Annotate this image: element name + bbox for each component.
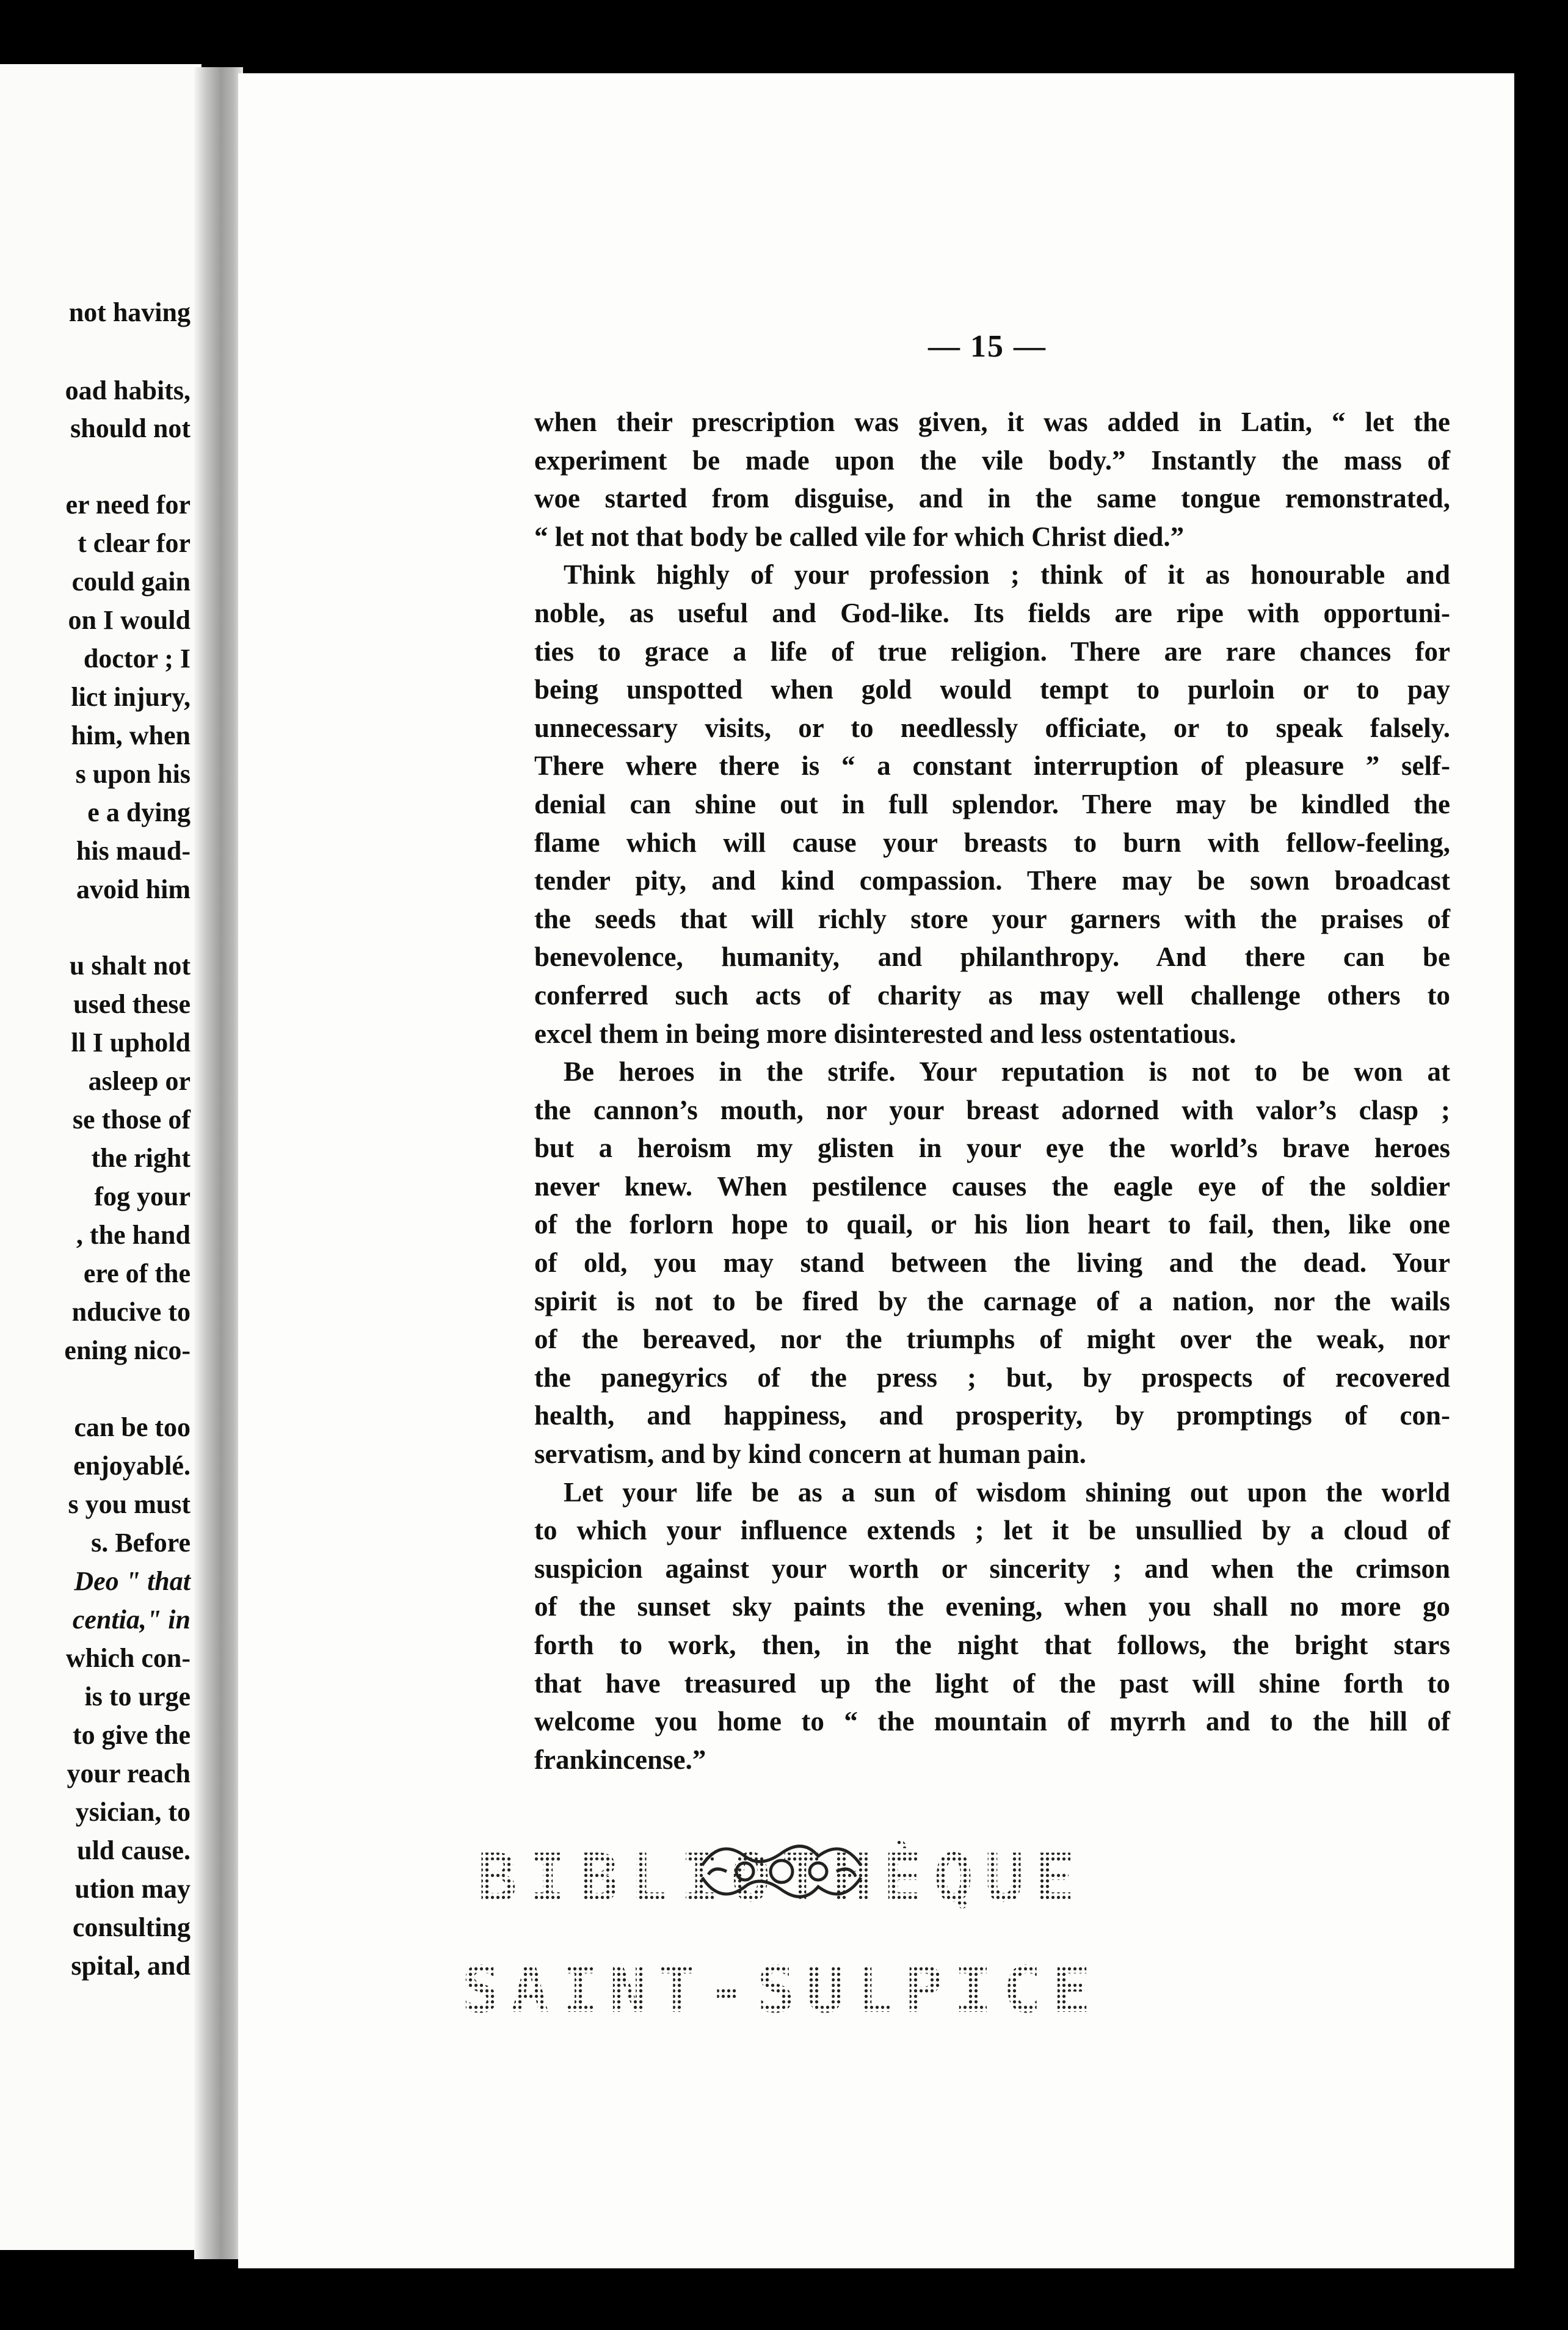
- text-line: Think highly of your profession ; think of it as honourable and: [564, 559, 1450, 590]
- left-page-line: ysician, to: [75, 1797, 191, 1827]
- text-line: to which your influence extends ; let it be unsullied by a cloud of: [534, 1515, 1450, 1546]
- left-page-line: not having: [68, 297, 191, 327]
- library-stamp: [462, 1829, 1102, 2030]
- text-line: of the bereaved, nor the triumphs of might over the weak, nor: [534, 1324, 1450, 1355]
- left-page-line: s you must: [68, 1489, 191, 1519]
- left-page-line: fog your: [94, 1181, 191, 1211]
- left-page-line: avoid him: [76, 874, 191, 904]
- text-line: frankincense.”: [534, 1744, 706, 1775]
- text-line: experiment be made upon the vile body.” Instantly the mass of: [534, 445, 1450, 476]
- text-line: being unspotted when gold would tempt to purloin or to pay: [534, 674, 1450, 705]
- left-page-line: spital, and: [71, 1951, 191, 1981]
- left-page-line: the right: [91, 1143, 191, 1173]
- text-line: health, and happiness, and prosperity, by promptings of con-: [534, 1400, 1450, 1431]
- left-page-line: s upon his: [75, 759, 191, 789]
- left-page-line: your reach: [67, 1758, 191, 1788]
- text-line: the seeds that will richly store your garners with the praises of: [534, 903, 1450, 934]
- stamp-line-1: BIBLIOTHÈQUE: [477, 1840, 1086, 1917]
- left-page-line: ening nico-: [64, 1335, 191, 1365]
- left-page-line: could gain: [71, 567, 191, 597]
- text-line: “ let not that body be called vile for which Christ died.”: [534, 521, 1185, 552]
- text-line: when their prescription was given, it was added in Latin, “ let the: [534, 407, 1450, 437]
- left-page-line: , the hand: [76, 1220, 191, 1250]
- text-line: flame which will cause your breasts to burn with fellow-feeling,: [534, 827, 1450, 858]
- left-page-line: ll I uphold: [71, 1028, 191, 1058]
- left-page-line: can be too: [74, 1412, 191, 1442]
- left-page-line: e a dying: [87, 797, 191, 827]
- text-line: of the sunset sky paints the evening, when you shall no more go: [534, 1591, 1450, 1622]
- text-line: Be heroes in the strife. Your reputation is not to be won at: [564, 1056, 1450, 1087]
- left-page-line: u shalt not: [69, 951, 191, 981]
- text-line: Let your life be as a sun of wisdom shining out upon the world: [564, 1476, 1450, 1508]
- stamp-line-2: SAINT-SULPICE: [462, 1953, 1102, 2027]
- text-line: There where there is “ a constant interruption of pleasure ” self-: [534, 750, 1450, 782]
- left-page-line: used these: [73, 989, 191, 1019]
- text-line: unnecessary visits, or to needlessly officiate, or to speak falsely.: [534, 712, 1450, 743]
- left-page-line: s. Before: [91, 1528, 191, 1558]
- left-page-line: consulting: [72, 1912, 191, 1942]
- page-gutter: [194, 67, 243, 2259]
- text-line: benevolence, humanity, and philanthropy. And there can be: [534, 942, 1450, 973]
- left-page-line: oad habits,: [65, 376, 191, 405]
- left-page-line: asleep or: [88, 1066, 191, 1096]
- text-line: spirit is not to be fired by the carnage of a nation, nor the wails: [534, 1285, 1450, 1316]
- text-line: suspicion against your worth or sincerity ; and when the crimson: [534, 1553, 1450, 1584]
- body-text: [534, 403, 1450, 1779]
- text-line: the cannon’s mouth, nor your breast adorned with valor’s clasp ;: [534, 1094, 1450, 1125]
- text-line: conferred such acts of charity as may well challenge others to: [534, 979, 1450, 1011]
- text-line: welcome you home to “ the mountain of myrrh and to the hill of: [534, 1706, 1450, 1737]
- left-page-line: nducive to: [71, 1297, 191, 1327]
- text-line: of the forlorn hope to quail, or his lion heart to fail, then, like one: [534, 1209, 1450, 1240]
- left-page-line: se those of: [72, 1105, 191, 1134]
- text-line: excel them in being more disinterested and less ostentatious.: [534, 1018, 1236, 1049]
- left-page-line: his maud-: [76, 836, 191, 866]
- text-line: that have treasured up the light of the past will shine forth to: [534, 1668, 1450, 1699]
- left-page-line: which con-: [65, 1643, 191, 1673]
- left-page-line: Deo " that: [74, 1566, 191, 1596]
- text-line: never knew. When pestilence causes the eagle eye of the soldier: [534, 1170, 1450, 1202]
- page-number: — 15 —: [928, 329, 1047, 364]
- left-page-line: doctor ; I: [83, 644, 191, 673]
- left-page-line: on I would: [68, 605, 191, 635]
- text-line: forth to work, then, in the night that follows, the bright stars: [534, 1630, 1450, 1660]
- left-page-line: t clear for: [78, 528, 191, 558]
- left-page-line: is to urge: [84, 1682, 191, 1711]
- text-line: ties to grace a life of true religion. There are rare chances for: [534, 636, 1450, 667]
- text-line: of old, you may stand between the living and the dead. Your: [534, 1247, 1450, 1279]
- left-page-line: him, when: [71, 720, 191, 750]
- left-page-line: to give the: [72, 1720, 191, 1750]
- text-line: woe started from disguise, and in the same tongue remonstrated,: [534, 483, 1450, 514]
- text-line: but a heroism my glisten in your eye the world’s brave heroes: [534, 1133, 1450, 1164]
- left-page-line: lict injury,: [71, 682, 191, 712]
- left-page-line: er need for: [65, 490, 191, 520]
- text-line: tender pity, and kind compassion. There may be sown broadcast: [534, 865, 1450, 896]
- text-line: denial can shine out in full splendor. There may be kindled the: [534, 788, 1450, 819]
- text-line: servatism, and by kind concern at human pain.: [534, 1439, 1086, 1470]
- left-page-line: uld cause.: [77, 1835, 191, 1865]
- left-page-line: enjoyablé.: [73, 1451, 191, 1481]
- previous-page-fragment: [0, 64, 201, 2250]
- left-page-line: ution may: [74, 1874, 191, 1904]
- left-page-line: should not: [70, 413, 191, 443]
- left-page-line: centia," in: [72, 1605, 191, 1635]
- left-page-line: ere of the: [83, 1258, 191, 1288]
- text-line: noble, as useful and God-like. Its fields are ripe with opportuni-: [534, 597, 1450, 628]
- text-line: the panegyrics of the press ; but, by prospects of recovered: [534, 1362, 1450, 1393]
